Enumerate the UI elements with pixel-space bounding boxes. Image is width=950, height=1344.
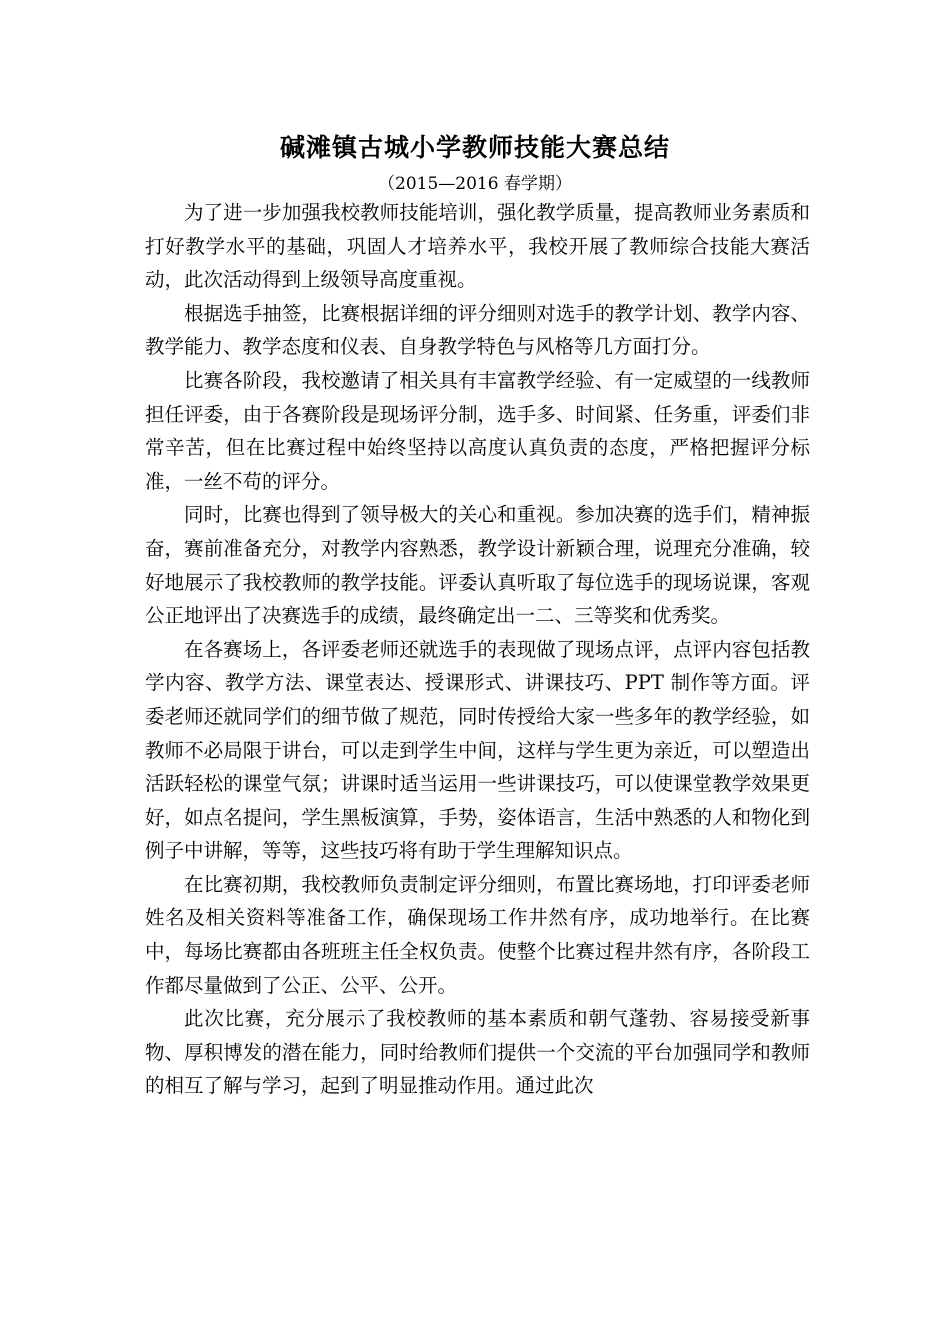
document-subtitle: （2015—2016 春学期） xyxy=(378,174,572,194)
paragraph-6: 在比赛初期，我校教师负责制定评分细则，布置比赛场地，打印评委老师姓名及相关资料等准备工作，确保现场工作井然有序，成功地举行。在比赛中，每场比赛都由各班班主任全权负责。使整个比赛过程井然有序，各阶段工作都尽量做到了公正、公平、公开。 xyxy=(145,872,810,997)
paragraph-7: 此次比赛，充分展示了我校教师的基本素质和朝气蓬勃、容易接受新事物、厚积博发的潜在能力，同时给教师们提供一个交流的平台加强同学和教师的相互了解与学习，起到了明显推动作用。通过此次 xyxy=(145,1007,810,1098)
document-title: 碱滩镇古城小学教师技能大赛总结 xyxy=(279,133,670,162)
paragraph-2: 根据选手抽签，比赛根据详细的评分细则对选手的教学计划、教学内容、教学能力、教学态度和仪表、自身教学特色与风格等几方面打分。 xyxy=(145,301,810,359)
paragraph-1: 为了进一步加强我校教师技能培训，强化教学质量，提高教师业务素质和打好教学水平的基础，巩固人才培养水平，我校开展了教师综合技能大赛活动，此次活动得到上级领导高度重视。 xyxy=(145,201,810,292)
paragraph-4: 同时，比赛也得到了领导极大的关心和重视。参加决赛的选手们，精神振奋，赛前准备充分，对教学内容熟悉，教学设计新颖合理，说理充分准确，较好地展示了我校教师的教学技能。评委认真听取了每位选手的现场说课，客观公正地评出了决赛选手的成绩，最终确定出一二、三等奖和优秀奖。 xyxy=(145,503,810,628)
paragraph-3: 比赛各阶段，我校邀请了相关具有丰富教学经验、有一定威望的一线教师担任评委，由于各赛阶段是现场评分制，选手多、时间紧、任务重，评委们非常辛苦，但在比赛过程中始终坚持以高度认真负责的态度，严格把握评分标准，一丝不苟的评分。 xyxy=(145,368,810,493)
paragraph-5: 在各赛场上，各评委老师还就选手的表现做了现场点评，点评内容包括教学内容、教学方法、课堂表达、授课形式、讲课技巧、PPT 制作等方面。评委老师还就同学们的细节做了规范，同时传授给大家一些多年的教学经验，如教师不必局限于讲台，可以走到学生中间，这样与学生更为亲近，可以塑造出活跃轻松的课堂气氛；讲课时适当运用一些讲课技巧，可以使课堂教学效果更好，如点名提问，学生黑板演算，手势，姿体语言，生活中熟悉的人和物化到例子中讲解，等等，这些技巧将有助于学生理解知识点。 xyxy=(145,637,810,863)
document-body xyxy=(145,196,810,1103)
